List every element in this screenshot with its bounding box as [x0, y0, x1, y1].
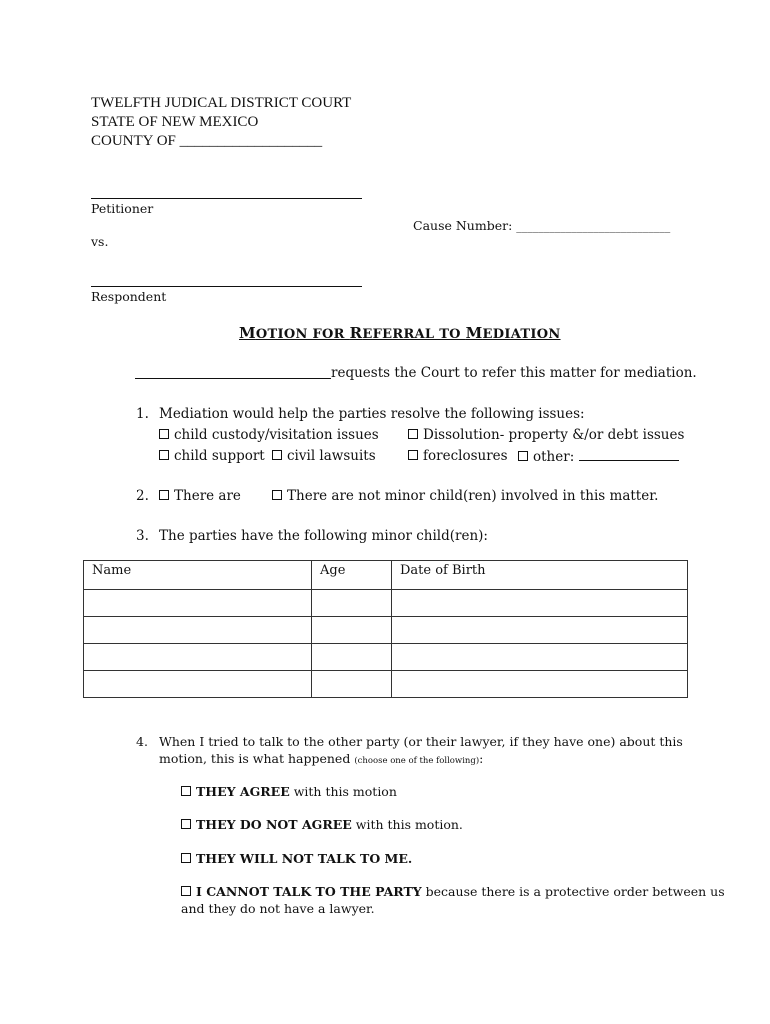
respondent-label: Respondent: [91, 289, 167, 304]
age-cell[interactable]: [312, 644, 392, 671]
court-county[interactable]: COUNTY OF ___________________: [91, 133, 323, 149]
option-custody[interactable]: child custody/visitation issues: [159, 427, 379, 443]
checkbox-icon[interactable]: [272, 490, 282, 500]
option-they-agree[interactable]: THEY AGREE with this motion: [181, 784, 397, 799]
checkbox-icon[interactable]: [159, 429, 169, 439]
name-cell[interactable]: [84, 644, 312, 671]
item3-number: 3.: [136, 528, 149, 544]
checkbox-icon[interactable]: [181, 886, 191, 896]
name-cell[interactable]: [84, 617, 312, 644]
option-there-are[interactable]: There are: [159, 488, 241, 504]
court-state: STATE OF NEW MEXICO: [91, 114, 259, 130]
age-cell[interactable]: [312, 590, 392, 617]
option-will-not-talk[interactable]: THEY WILL NOT TALK TO ME.: [181, 851, 412, 866]
checkbox-icon[interactable]: [408, 450, 418, 460]
item4-line1: When I tried to talk to the other party (or their lawyer, if they have one) about this: [159, 734, 683, 749]
checkbox-icon[interactable]: [181, 819, 191, 829]
dob-cell[interactable]: [392, 590, 688, 617]
option-child-support[interactable]: child support: [159, 448, 265, 464]
document-title: MOTION FOR REFERRAL TO MEDIATION: [239, 324, 561, 342]
cause-number-blank[interactable]: ____________________________: [516, 220, 671, 233]
item1-number: 1.: [136, 406, 149, 422]
court-name: TWELFTH JUDICAL DISTRICT COURT: [91, 95, 352, 111]
option-dissolution[interactable]: Dissolution- property &/or debt issues: [408, 427, 684, 443]
checkbox-icon[interactable]: [272, 450, 282, 460]
checkbox-icon[interactable]: [181, 853, 191, 863]
cause-number[interactable]: [413, 218, 670, 233]
header-dob: Date of Birth: [392, 561, 688, 590]
respondent-line[interactable]: [91, 286, 362, 287]
item4-hint: (choose one of the following): [354, 756, 480, 766]
table-row: [84, 590, 688, 617]
table-row: [84, 617, 688, 644]
table-row: [84, 671, 688, 698]
children-table: [83, 560, 688, 698]
item4-number: 4.: [136, 734, 148, 749]
name-cell[interactable]: [84, 671, 312, 698]
option-foreclosures[interactable]: foreclosures: [408, 448, 508, 464]
checkbox-icon[interactable]: [181, 786, 191, 796]
cause-number-label: Cause Number:: [413, 218, 513, 233]
checkbox-icon[interactable]: [159, 450, 169, 460]
option-other[interactable]: other:: [518, 448, 679, 465]
petitioner-line[interactable]: [91, 198, 362, 199]
request-text: requests the Court to refer this matter for mediation.: [331, 365, 697, 381]
header-name: Name: [84, 561, 312, 590]
age-cell[interactable]: [312, 671, 392, 698]
dob-cell[interactable]: [392, 644, 688, 671]
checkbox-icon[interactable]: [518, 451, 528, 461]
option-they-do-not-agree[interactable]: THEY DO NOT AGREE with this motion.: [181, 817, 463, 832]
vs-label: vs.: [91, 234, 109, 249]
checkbox-icon[interactable]: [408, 429, 418, 439]
dob-cell[interactable]: [392, 671, 688, 698]
other-blank[interactable]: [579, 448, 679, 461]
age-cell[interactable]: [312, 617, 392, 644]
option-cannot-talk[interactable]: I CANNOT TALK TO THE PARTY because there is a protective order between us: [181, 884, 725, 899]
item1-text: Mediation would help the parties resolve the following issues:: [159, 406, 585, 422]
checkbox-icon[interactable]: [159, 490, 169, 500]
option-cannot-talk-line2: and they do not have a lawyer.: [181, 901, 375, 916]
option-there-are-not[interactable]: There are not minor child(ren) involved in this matter.: [272, 488, 658, 504]
item3-text: The parties have the following minor child(ren):: [159, 528, 488, 544]
option-civil-lawsuits[interactable]: civil lawsuits: [272, 448, 376, 464]
table-row: [84, 644, 688, 671]
dob-cell[interactable]: [392, 617, 688, 644]
item4-line2: motion, this is what happened (choose one of the following):: [159, 751, 484, 766]
item2-number: 2.: [136, 488, 149, 504]
table-header-row: [84, 561, 688, 590]
petitioner-label: Petitioner: [91, 201, 154, 216]
name-cell[interactable]: [84, 590, 312, 617]
requester-blank[interactable]: [135, 378, 331, 379]
header-age: Age: [312, 561, 392, 590]
